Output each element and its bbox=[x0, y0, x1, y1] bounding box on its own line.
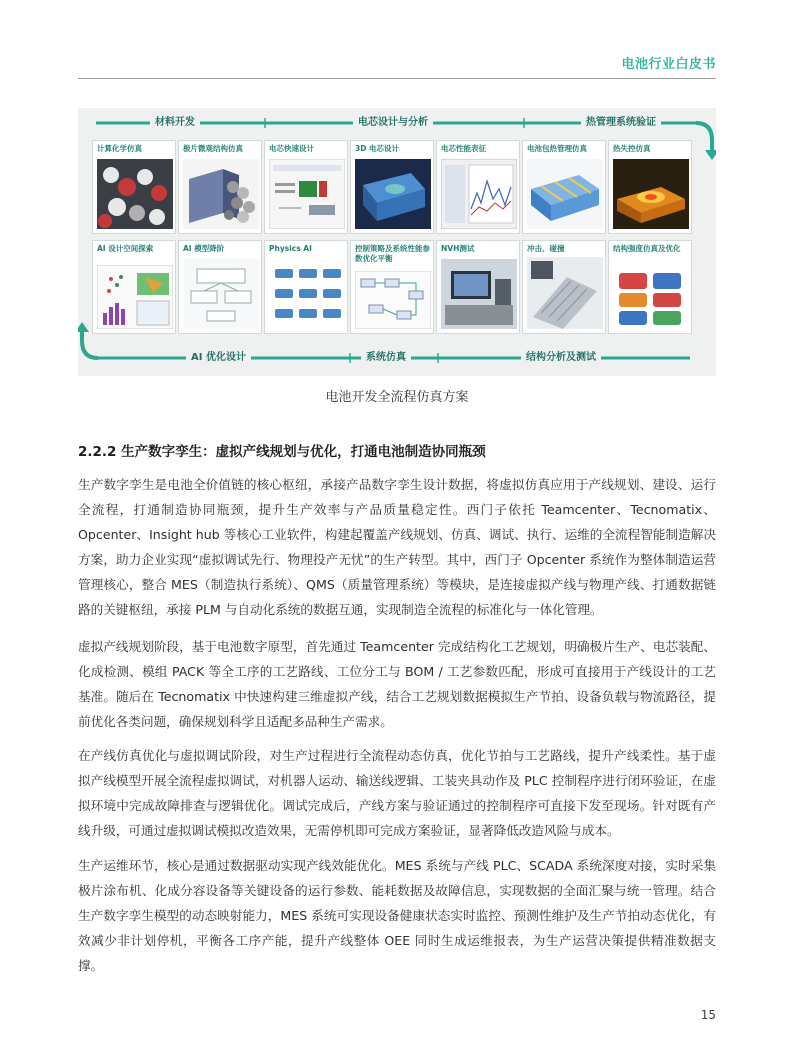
cell-ai-design-space: AI 设计空间探索 bbox=[92, 240, 176, 334]
cell-ai-model-reduction: AI 模型降阶 bbox=[178, 240, 262, 334]
cell-computational-chemistry: 计算化学仿真 bbox=[92, 140, 176, 234]
microstructure-icon bbox=[183, 159, 259, 229]
design-space-icon bbox=[97, 265, 173, 329]
cell-design-icon bbox=[269, 159, 345, 229]
impact-icon bbox=[527, 257, 603, 329]
stage-ai-design: AI 优化设计 bbox=[186, 351, 251, 365]
model-reduction-icon bbox=[183, 259, 259, 329]
thermal-runaway-icon bbox=[613, 159, 689, 229]
physics-ai-icon bbox=[269, 259, 345, 329]
cell-physics-ai: Physics AI bbox=[264, 240, 348, 334]
arrow-head-up-icon bbox=[78, 322, 89, 332]
cell-thermal-runaway: 热失控仿真 bbox=[608, 140, 692, 234]
body-paragraph-3: 在产线仿真优化与虚拟调试阶段，对生产过程进行全流程动态仿真，优化节拍与工艺路线，提升产线柔性。基于虚拟产线模型开展全流程虚拟调试，对机器人运动、输送线逻辑、工装夹具动作及 PLC 控制程序进行闭环验证，在虚拟环境中完成故障排查与逻辑优化。调试完成后，产线方案与验证通过的控制程序可直接下发至现场。针对既有产线升级，可通过虚拟调试模拟改造效果，无需停机即可完成方案验证，显著降低改造风险与成本。 bbox=[78, 748, 716, 838]
simulation-flow-figure bbox=[78, 108, 716, 376]
section-heading: 2.2.2 生产数字孪生：虚拟产线规划与优化，打通电池制造协同瓶颈 bbox=[78, 444, 486, 460]
up-arrow-icon bbox=[82, 330, 98, 358]
cell-quick-design: 电芯快速设计 bbox=[264, 140, 348, 234]
cell-structure-strength: 结构强度仿真及优化 bbox=[608, 240, 692, 334]
header-title: 电池行业白皮书 bbox=[621, 57, 716, 72]
battery-pack-icon bbox=[527, 159, 603, 229]
cell-nvh-test: NVH测试 bbox=[436, 240, 520, 334]
cell-performance: 电芯性能表征 bbox=[436, 140, 520, 234]
figure-caption: 电池开发全流程仿真方案 bbox=[325, 390, 469, 405]
control-strategy-icon bbox=[355, 271, 431, 329]
nvh-test-icon bbox=[441, 259, 517, 329]
body-paragraph-1: 生产数字孪生是电池全价值链的核心枢纽，承接产品数字孪生设计数据，将虚拟仿真应用于产线规划、建设、运行全流程，打通制造协同瓶颈，提升生产效率与产品质量稳定性。西门子依托 Teamcenter、Tecnomatix、Opcenter、Insight hub 等核心工业软件，构建起覆盖产线规划、仿真、调试、执行、运维的全流程智能制造解决方案，助力企业实现“虚拟调试先行、物理投产无忧”的生产转型。其中，西门子 Opcenter 系统作为整体制造运营管理核心，整合 MES（制造执行系统）、QMS（质量管理系统）等模块，是连接虚拟产线与物理产线、打通数据链路的关键枢纽，承接 PLM 与自动化系统的数据互通，实现制造全流程的标准化与一体化管理。 bbox=[78, 477, 716, 617]
body-paragraph-2: 虚拟产线规划阶段，基于电池数字原型，首先通过 Teamcenter 完成结构化工艺规划，明确极片生产、电芯装配、化成检测、模组 PACK 等全工序的工艺路线、工位分工与 BOM / 工艺参数匹配，形成可直接用于产线设计的工艺基准。随后在 Tecnomatix 中快速构建三维虚拟产线，结合工艺规划数据模拟生产节拍、设备负载与物流路径，提前优化各类问题，确保规划科学且适配多品种生产需求。 bbox=[78, 639, 716, 729]
header-divider bbox=[78, 78, 716, 79]
cell-pack-thermal: 电池包热管理仿真 bbox=[522, 140, 606, 234]
cell-3d-design: 3D 电芯设计 bbox=[350, 140, 434, 234]
cell-electrode-microstructure: 极片微观结构仿真 bbox=[178, 140, 262, 234]
stage-cell-design: 电芯设计与分析 bbox=[353, 116, 433, 130]
page-number: 15 bbox=[700, 1008, 716, 1022]
molecule-icon bbox=[97, 159, 173, 229]
3d-cell-icon bbox=[355, 159, 431, 229]
structure-strength-icon bbox=[613, 267, 689, 329]
cell-impact: 冲击、碰撞 bbox=[522, 240, 606, 334]
down-arrow-icon bbox=[696, 123, 712, 152]
performance-chart-icon bbox=[441, 159, 517, 229]
arrow-head-down-icon bbox=[705, 150, 716, 160]
stage-thermal-validation: 热管理系统验证 bbox=[581, 116, 661, 130]
stage-structure-test: 结构分析及测试 bbox=[521, 351, 601, 365]
stage-material-dev: 材料开发 bbox=[150, 116, 200, 130]
body-paragraph-4: 生产运维环节，核心是通过数据驱动实现产线效能优化。MES 系统与产线 PLC、SCADA 系统深度对接，实时采集极片涂布机、化成分容设备等关键设备的运行参数、能耗数据及故障信息，实现数据的全面汇聚与统一管理。结合生产数字孪生模型的动态映射能力，MES 系统可实现设备健康状态实时监控、预测性维护及生产节拍动态优化，有效减少非计划停机，平衡各工序产能，提升产线整体 OEE 同时生成运维报表，为生产运营决策提供精准数据支撑。 bbox=[78, 858, 716, 973]
cell-control-strategy: 控制策略及系统性能参数优化平衡 bbox=[350, 240, 434, 334]
stage-system-sim: 系统仿真 bbox=[361, 351, 411, 365]
